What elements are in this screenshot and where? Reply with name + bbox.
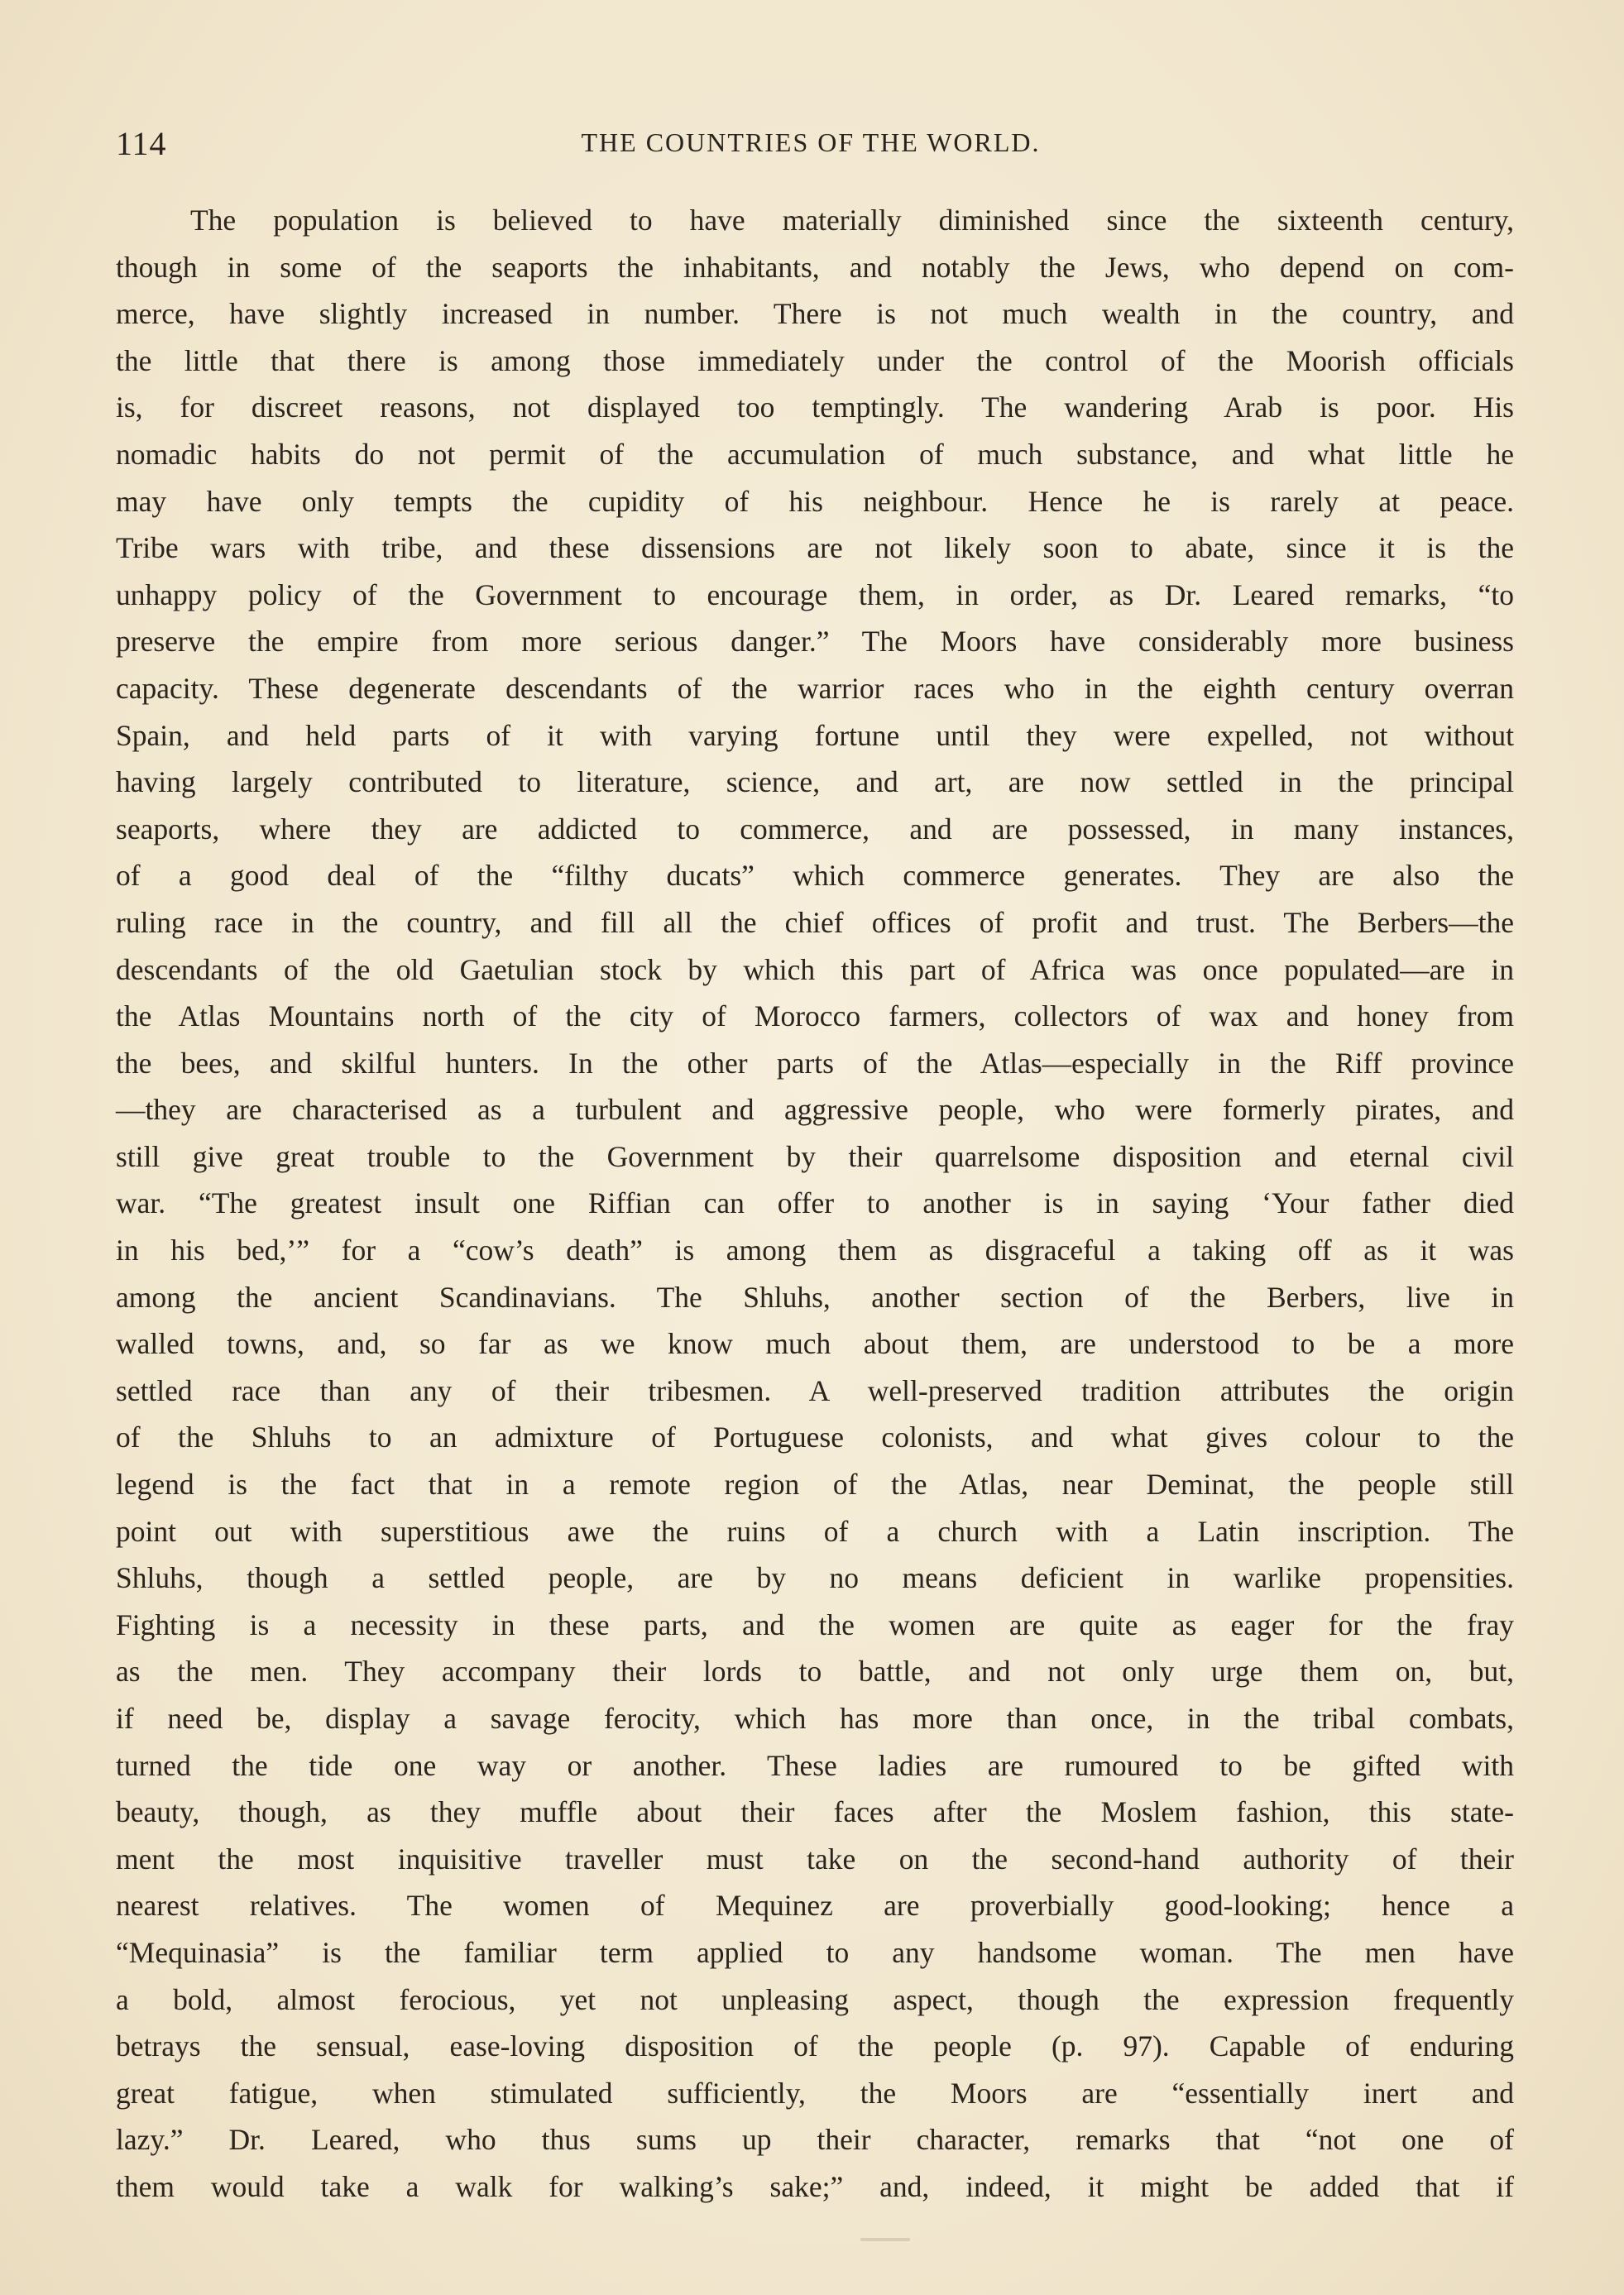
- text-line: if need be, display a savage ferocity, which has more than once, in the tribal combats,: [116, 1702, 1514, 1735]
- text-line: seaports, where they are addicted to commerce, and are possessed, in many instances,: [116, 812, 1514, 846]
- text-line: as the men. They accompany their lords to battle, and not only urge them on, but,: [116, 1655, 1514, 1689]
- text-line: Spain, and held parts of it with varying fortune until they were expelled, not without: [116, 718, 1514, 752]
- text-line: betrays the sensual, ease-loving disposition of the people (p. 97). Capable of enduring: [116, 2029, 1514, 2063]
- text-line: nomadic habits do not permit of the accumulation of much substance, and what little he: [116, 437, 1514, 471]
- text-line: the Atlas Mountains north of the city of Morocco farmers, collectors of wax and honey from: [116, 999, 1514, 1033]
- text-line: point out with superstitious awe the ruins of a church with a Latin inscription. The: [116, 1514, 1514, 1548]
- paper-blemish: [860, 2238, 910, 2241]
- text-line: merce, have slightly increased in number. There is not much wealth in the country, and: [116, 297, 1514, 331]
- text-line: descendants of the old Gaetulian stock by which this part of Africa was once populated—are in: [116, 952, 1514, 986]
- text-line: of the Shluhs to an admixture of Portuguese colonists, and what gives colour to the: [116, 1421, 1514, 1454]
- text-line: —they are characterised as a turbulent and aggressive people, who were formerly pirates, and: [116, 1093, 1514, 1127]
- text-line: ment the most inquisitive traveller must take on the second-hand authority of their: [116, 1842, 1514, 1876]
- body-paragraph: [116, 197, 1514, 2211]
- text-line: legend is the fact that in a remote region of the Atlas, near Deminat, the people still: [116, 1468, 1514, 1502]
- text-line: lazy.” Dr. Leared, who thus sums up their character, remarks that “not one of: [116, 2123, 1514, 2157]
- text-line: preserve the empire from more serious danger.” The Moors have considerably more business: [116, 625, 1514, 659]
- text-line: “Mequinasia” is the familiar term applied to any handsome woman. The men have: [116, 1935, 1514, 1969]
- page-number: 114: [116, 125, 167, 162]
- text-line: may have only tempts the cupidity of his neighbour. Hence he is rarely at peace.: [116, 484, 1514, 518]
- text-line: the bees, and skilful hunters. In the other parts of the Atlas—especially in the Riff province: [116, 1046, 1514, 1080]
- text-line: them would take a walk for walking’s sake;” and, indeed, it might be added that if: [116, 2169, 1514, 2203]
- text-line: Fighting is a necessity in these parts, and the women are quite as eager for the fray: [116, 1607, 1514, 1641]
- text-line: in his bed,’” for a “cow’s death” is among them as disgraceful a taking off as it was: [116, 1234, 1514, 1267]
- text-line: great fatigue, when stimulated sufficiently, the Moors are “essentially inert and: [116, 2076, 1514, 2110]
- text-line: Tribe wars with tribe, and these dissensions are not likely soon to abate, since it is the: [116, 531, 1514, 565]
- text-line: having largely contributed to literature, science, and art, are now settled in the principal: [116, 765, 1514, 799]
- text-line: ruling race in the country, and fill all the chief offices of profit and trust. The Berbers—the: [116, 905, 1514, 939]
- text-line: nearest relatives. The women of Mequinez are proverbially good-looking; hence a: [116, 1889, 1514, 1923]
- text-line: among the ancient Scandinavians. The Shluhs, another section of the Berbers, live in: [116, 1280, 1514, 1314]
- text-line: is, for discreet reasons, not displayed too temptingly. The wandering Arab is poor. His: [116, 390, 1514, 424]
- text-line: unhappy policy of the Government to encourage them, in order, as Dr. Leared remarks, “to: [116, 577, 1514, 611]
- text-line: war. “The greatest insult one Riffian can offer to another is in saying ‘Your father died: [116, 1186, 1514, 1220]
- text-line: turned the tide one way or another. These ladies are rumoured to be gifted with: [116, 1748, 1514, 1782]
- text-line: beauty, though, as they muffle about their faces after the Moslem fashion, this state-: [116, 1795, 1514, 1829]
- running-title: THE COUNTRIES OF THE WORLD.: [581, 127, 1041, 157]
- page-header: [116, 124, 1506, 165]
- text-line: capacity. These degenerate descendants of the warrior races who in the eighth century overran: [116, 671, 1514, 705]
- text-line: settled race than any of their tribesmen. A well-preserved tradition attributes the origin: [116, 1373, 1514, 1407]
- text-line: walled towns, and, so far as we know much about them, are understood to be a more: [116, 1327, 1514, 1361]
- text-line: The population is believed to have materially diminished since the sixteenth century,: [190, 204, 1514, 237]
- text-line: of a good deal of the “filthy ducats” which commerce generates. They are also the: [116, 859, 1514, 893]
- text-line: Shluhs, though a settled people, are by no means deficient in warlike propensities.: [116, 1561, 1514, 1595]
- text-line: the little that there is among those immediately under the control of the Moorish officials: [116, 343, 1514, 377]
- text-line: a bold, almost ferocious, yet not unpleasing aspect, though the expression frequently: [116, 1982, 1514, 2016]
- text-line: though in some of the seaports the inhabitants, and notably the Jews, who depend on com-: [116, 250, 1514, 284]
- text-line: still give great trouble to the Government by their quarrelsome disposition and eternal civil: [116, 1139, 1514, 1173]
